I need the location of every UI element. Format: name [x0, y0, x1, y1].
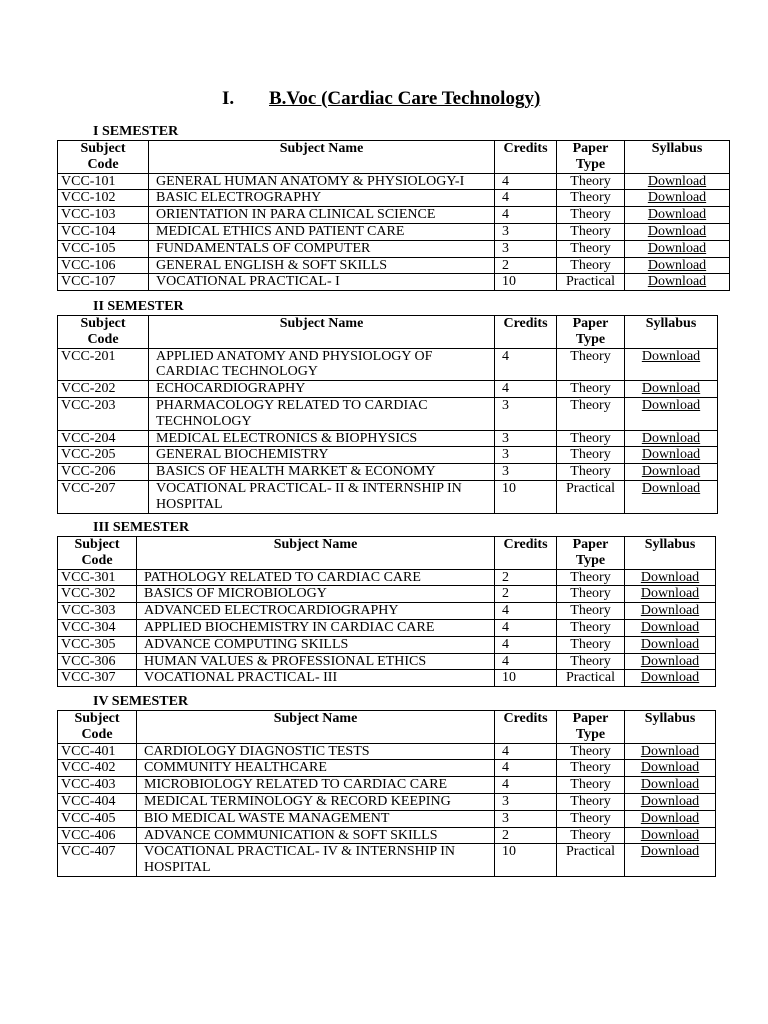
- subject-name: MEDICAL TERMINOLOGY & RECORD KEEPING: [137, 793, 495, 810]
- paper-type: Theory: [557, 827, 625, 844]
- header-code-line2: Code: [81, 552, 113, 568]
- syllabus-download-link[interactable]: Download: [625, 619, 716, 636]
- header-subject-code: [58, 316, 149, 349]
- subject-credits: 4: [495, 190, 557, 207]
- subject-name: CARDIOLOGY DIAGNOSTIC TESTS: [137, 743, 495, 760]
- paper-type: Theory: [557, 190, 625, 207]
- subject-credits: 2: [495, 257, 557, 274]
- header-type-line1: Paper: [572, 537, 609, 552]
- paper-type: Theory: [557, 348, 625, 381]
- paper-type: Theory: [557, 636, 625, 653]
- subject-name: VOCATIONAL PRACTICAL- IV & INTERNSHIP IN HOSPITAL: [137, 844, 495, 877]
- table-row: [58, 777, 716, 794]
- semester-1-table: [57, 140, 730, 291]
- subject-code: VCC-405: [58, 810, 137, 827]
- header-subject-name: Subject Name: [137, 711, 495, 744]
- header-row: [58, 711, 716, 744]
- subject-name: VOCATIONAL PRACTICAL- II & INTERNSHIP IN HOSPITAL: [149, 480, 495, 513]
- paper-type: Theory: [557, 777, 625, 794]
- paper-type: Theory: [557, 586, 625, 603]
- header-subject-code: [58, 537, 137, 570]
- table-row: [58, 207, 730, 224]
- syllabus-download-link[interactable]: Download: [625, 844, 716, 877]
- table-row: [58, 670, 716, 687]
- subject-name: VOCATIONAL PRACTICAL- I: [149, 274, 495, 291]
- paper-type: Theory: [557, 257, 625, 274]
- table-row: [58, 653, 716, 670]
- subject-code: VCC-301: [58, 569, 137, 586]
- subject-code: VCC-303: [58, 603, 137, 620]
- subject-code: VCC-402: [58, 760, 137, 777]
- subject-code: VCC-105: [58, 240, 149, 257]
- header-code-line1: Subject: [80, 141, 126, 156]
- header-code-line2: Code: [87, 331, 119, 347]
- syllabus-download-link[interactable]: Download: [625, 381, 718, 398]
- syllabus-download-link[interactable]: Download: [625, 430, 718, 447]
- paper-type: Theory: [557, 397, 625, 430]
- syllabus-download-link[interactable]: Download: [625, 569, 716, 586]
- paper-type: Theory: [557, 207, 625, 224]
- syllabus-download-link[interactable]: Download: [625, 257, 730, 274]
- subject-code: VCC-406: [58, 827, 137, 844]
- subject-code: VCC-205: [58, 447, 149, 464]
- subject-credits: 10: [495, 844, 557, 877]
- header-type-line2: Type: [575, 726, 606, 742]
- syllabus-download-link[interactable]: Download: [625, 397, 718, 430]
- header-credits: Credits: [495, 711, 557, 744]
- subject-credits: 4: [495, 777, 557, 794]
- header-row: [58, 537, 716, 570]
- header-syllabus: Syllabus: [625, 537, 716, 570]
- table-row: [58, 464, 718, 481]
- header-type-line2: Type: [575, 552, 606, 568]
- table-row: [58, 348, 718, 381]
- subject-code: VCC-202: [58, 381, 149, 398]
- subject-credits: 3: [495, 810, 557, 827]
- subject-code: VCC-207: [58, 480, 149, 513]
- subject-name: MEDICAL ELECTRONICS & BIOPHYSICS: [149, 430, 495, 447]
- semester-4-table: [57, 710, 716, 877]
- header-subject-code: [58, 141, 149, 174]
- syllabus-download-link[interactable]: Download: [625, 636, 716, 653]
- subject-name: PHARMACOLOGY RELATED TO CARDIAC TECHNOLOGY: [149, 397, 495, 430]
- subject-credits: 4: [495, 348, 557, 381]
- header-type-line1: Paper: [572, 711, 609, 726]
- header-row: [58, 141, 730, 174]
- table-row: [58, 793, 716, 810]
- header-subject-name: Subject Name: [137, 537, 495, 570]
- header-syllabus: Syllabus: [625, 141, 730, 174]
- paper-type: Theory: [557, 240, 625, 257]
- table-row: [58, 240, 730, 257]
- syllabus-download-link[interactable]: Download: [625, 274, 730, 291]
- syllabus-download-link[interactable]: Download: [625, 190, 730, 207]
- subject-name: FUNDAMENTALS OF COMPUTER: [149, 240, 495, 257]
- subject-credits: 10: [495, 670, 557, 687]
- subject-name: BASICS OF HEALTH MARKET & ECONOMY: [149, 464, 495, 481]
- subject-credits: 4: [495, 603, 557, 620]
- syllabus-download-link[interactable]: Download: [625, 777, 716, 794]
- semester-3-label: III SEMESTER: [93, 520, 190, 535]
- subject-credits: 3: [495, 464, 557, 481]
- subject-code: VCC-404: [58, 793, 137, 810]
- header-credits: Credits: [495, 537, 557, 570]
- document-title: [0, 88, 768, 112]
- header-subject-name: Subject Name: [149, 141, 495, 174]
- subject-name: ECHOCARDIOGRAPHY: [149, 381, 495, 398]
- subject-credits: 3: [495, 397, 557, 430]
- syllabus-download-link[interactable]: Download: [625, 348, 718, 381]
- syllabus-download-link[interactable]: Download: [625, 827, 716, 844]
- subject-credits: 2: [495, 827, 557, 844]
- subject-name: COMMUNITY HEALTHCARE: [137, 760, 495, 777]
- header-code-line1: Subject: [74, 711, 120, 726]
- paper-type: Theory: [557, 603, 625, 620]
- table-row: [58, 586, 716, 603]
- paper-type: Practical: [557, 480, 625, 513]
- syllabus-download-link[interactable]: Download: [625, 586, 716, 603]
- subject-name: GENERAL HUMAN ANATOMY & PHYSIOLOGY-I: [149, 173, 495, 190]
- paper-type: Theory: [557, 760, 625, 777]
- syllabus-download-link[interactable]: Download: [625, 760, 716, 777]
- paper-type: Practical: [557, 274, 625, 291]
- subject-credits: 3: [495, 793, 557, 810]
- subject-code: VCC-106: [58, 257, 149, 274]
- subject-credits: 10: [495, 274, 557, 291]
- subject-credits: 4: [495, 207, 557, 224]
- header-paper-type: [557, 141, 625, 174]
- subject-credits: 3: [495, 223, 557, 240]
- syllabus-download-link[interactable]: Download: [625, 464, 718, 481]
- paper-type: Theory: [557, 793, 625, 810]
- subject-code: VCC-206: [58, 464, 149, 481]
- subject-credits: 4: [495, 619, 557, 636]
- subject-credits: 4: [495, 743, 557, 760]
- syllabus-download-link[interactable]: Download: [625, 810, 716, 827]
- table-row: [58, 274, 730, 291]
- subject-code: VCC-201: [58, 348, 149, 381]
- subject-credits: 3: [495, 430, 557, 447]
- subject-credits: 2: [495, 569, 557, 586]
- table-row: [58, 760, 716, 777]
- table-row: [58, 603, 716, 620]
- syllabus-download-link[interactable]: Download: [625, 223, 730, 240]
- syllabus-download-link[interactable]: Download: [625, 743, 716, 760]
- subject-code: VCC-407: [58, 844, 137, 877]
- table-row: [58, 447, 718, 464]
- subject-credits: 4: [495, 653, 557, 670]
- table-row: [58, 381, 718, 398]
- table-row: [58, 827, 716, 844]
- subject-name: BASIC ELECTROGRAPHY: [149, 190, 495, 207]
- subject-code: VCC-401: [58, 743, 137, 760]
- subject-code: VCC-102: [58, 190, 149, 207]
- table-row: [58, 636, 716, 653]
- subject-credits: 2: [495, 586, 557, 603]
- semester-2-table: [57, 315, 718, 514]
- semester-1-label: I SEMESTER: [93, 124, 179, 139]
- subject-code: VCC-307: [58, 670, 137, 687]
- table-row: [58, 430, 718, 447]
- subject-code: VCC-302: [58, 586, 137, 603]
- semester-3-table: [57, 536, 716, 687]
- paper-type: Theory: [557, 381, 625, 398]
- subject-name: BASICS OF MICROBIOLOGY: [137, 586, 495, 603]
- syllabus-download-link[interactable]: Download: [625, 603, 716, 620]
- header-subject-name: Subject Name: [149, 316, 495, 349]
- paper-type: Theory: [557, 430, 625, 447]
- subject-name: MICROBIOLOGY RELATED TO CARDIAC CARE: [137, 777, 495, 794]
- header-paper-type: [557, 711, 625, 744]
- header-code-line1: Subject: [80, 316, 126, 331]
- table-row: [58, 397, 718, 430]
- subject-name: ORIENTATION IN PARA CLINICAL SCIENCE: [149, 207, 495, 224]
- syllabus-download-link[interactable]: Download: [625, 480, 718, 513]
- paper-type: Practical: [557, 670, 625, 687]
- header-subject-code: [58, 711, 137, 744]
- subject-code: VCC-204: [58, 430, 149, 447]
- header-type-line2: Type: [575, 331, 606, 347]
- syllabus-download-link[interactable]: Download: [625, 670, 716, 687]
- subject-credits: 10: [495, 480, 557, 513]
- header-row: [58, 316, 718, 349]
- subject-credits: 4: [495, 760, 557, 777]
- subject-code: VCC-306: [58, 653, 137, 670]
- subject-credits: 4: [495, 381, 557, 398]
- subject-name: VOCATIONAL PRACTICAL- III: [137, 670, 495, 687]
- header-credits: Credits: [495, 141, 557, 174]
- header-type-line1: Paper: [572, 141, 609, 156]
- syllabus-download-link[interactable]: Download: [625, 447, 718, 464]
- subject-name: GENERAL BIOCHEMISTRY: [149, 447, 495, 464]
- subject-credits: 3: [495, 240, 557, 257]
- table-row: [58, 844, 716, 877]
- subject-code: VCC-305: [58, 636, 137, 653]
- subject-name: ADVANCE COMMUNICATION & SOFT SKILLS: [137, 827, 495, 844]
- subject-code: VCC-103: [58, 207, 149, 224]
- subject-name: PATHOLOGY RELATED TO CARDIAC CARE: [137, 569, 495, 586]
- semester-2-label: II SEMESTER: [93, 299, 184, 314]
- subject-name: GENERAL ENGLISH & SOFT SKILLS: [149, 257, 495, 274]
- table-row: [58, 480, 718, 513]
- header-credits: Credits: [495, 316, 557, 349]
- table-row: [58, 569, 716, 586]
- subject-credits: 4: [495, 173, 557, 190]
- table-row: [58, 190, 730, 207]
- paper-type: Theory: [557, 447, 625, 464]
- table-row: [58, 743, 716, 760]
- paper-type: Theory: [557, 619, 625, 636]
- paper-type: Theory: [557, 810, 625, 827]
- subject-name: HUMAN VALUES & PROFESSIONAL ETHICS: [137, 653, 495, 670]
- table-row: [58, 619, 716, 636]
- paper-type: Practical: [557, 844, 625, 877]
- subject-code: VCC-107: [58, 274, 149, 291]
- header-type-line2: Type: [575, 156, 606, 172]
- subject-name: APPLIED ANATOMY AND PHYSIOLOGY OF CARDIAC TECHNOLOGY: [149, 348, 495, 381]
- table-row: [58, 810, 716, 827]
- header-type-line1: Paper: [572, 316, 609, 331]
- syllabus-download-link[interactable]: Download: [625, 240, 730, 257]
- paper-type: Theory: [557, 569, 625, 586]
- subject-code: VCC-203: [58, 397, 149, 430]
- title-text: B.Voc (Cardiac Care Technology): [269, 88, 541, 109]
- subject-code: VCC-304: [58, 619, 137, 636]
- header-code-line2: Code: [87, 156, 119, 172]
- subject-code: VCC-104: [58, 223, 149, 240]
- subject-code: VCC-101: [58, 173, 149, 190]
- table-row: [58, 257, 730, 274]
- subject-name: BIO MEDICAL WASTE MANAGEMENT: [137, 810, 495, 827]
- syllabus-download-link[interactable]: Download: [625, 793, 716, 810]
- syllabus-download-link[interactable]: Download: [625, 653, 716, 670]
- table-row: [58, 223, 730, 240]
- subject-credits: 4: [495, 636, 557, 653]
- header-paper-type: [557, 316, 625, 349]
- header-syllabus: Syllabus: [625, 711, 716, 744]
- paper-type: Theory: [557, 464, 625, 481]
- subject-credits: 3: [495, 447, 557, 464]
- paper-type: Theory: [557, 743, 625, 760]
- paper-type: Theory: [557, 173, 625, 190]
- subject-name: ADVANCED ELECTROCARDIOGRAPHY: [137, 603, 495, 620]
- header-syllabus: Syllabus: [625, 316, 718, 349]
- subject-code: VCC-403: [58, 777, 137, 794]
- header-code-line1: Subject: [74, 537, 120, 552]
- table-row: [58, 173, 730, 190]
- syllabus-download-link[interactable]: Download: [625, 207, 730, 224]
- subject-name: APPLIED BIOCHEMISTRY IN CARDIAC CARE: [137, 619, 495, 636]
- title-number: I.: [222, 88, 235, 109]
- subject-name: ADVANCE COMPUTING SKILLS: [137, 636, 495, 653]
- header-code-line2: Code: [81, 726, 113, 742]
- header-paper-type: [557, 537, 625, 570]
- paper-type: Theory: [557, 223, 625, 240]
- subject-name: MEDICAL ETHICS AND PATIENT CARE: [149, 223, 495, 240]
- paper-type: Theory: [557, 653, 625, 670]
- semester-4-label: IV SEMESTER: [93, 694, 189, 709]
- syllabus-download-link[interactable]: Download: [625, 173, 730, 190]
